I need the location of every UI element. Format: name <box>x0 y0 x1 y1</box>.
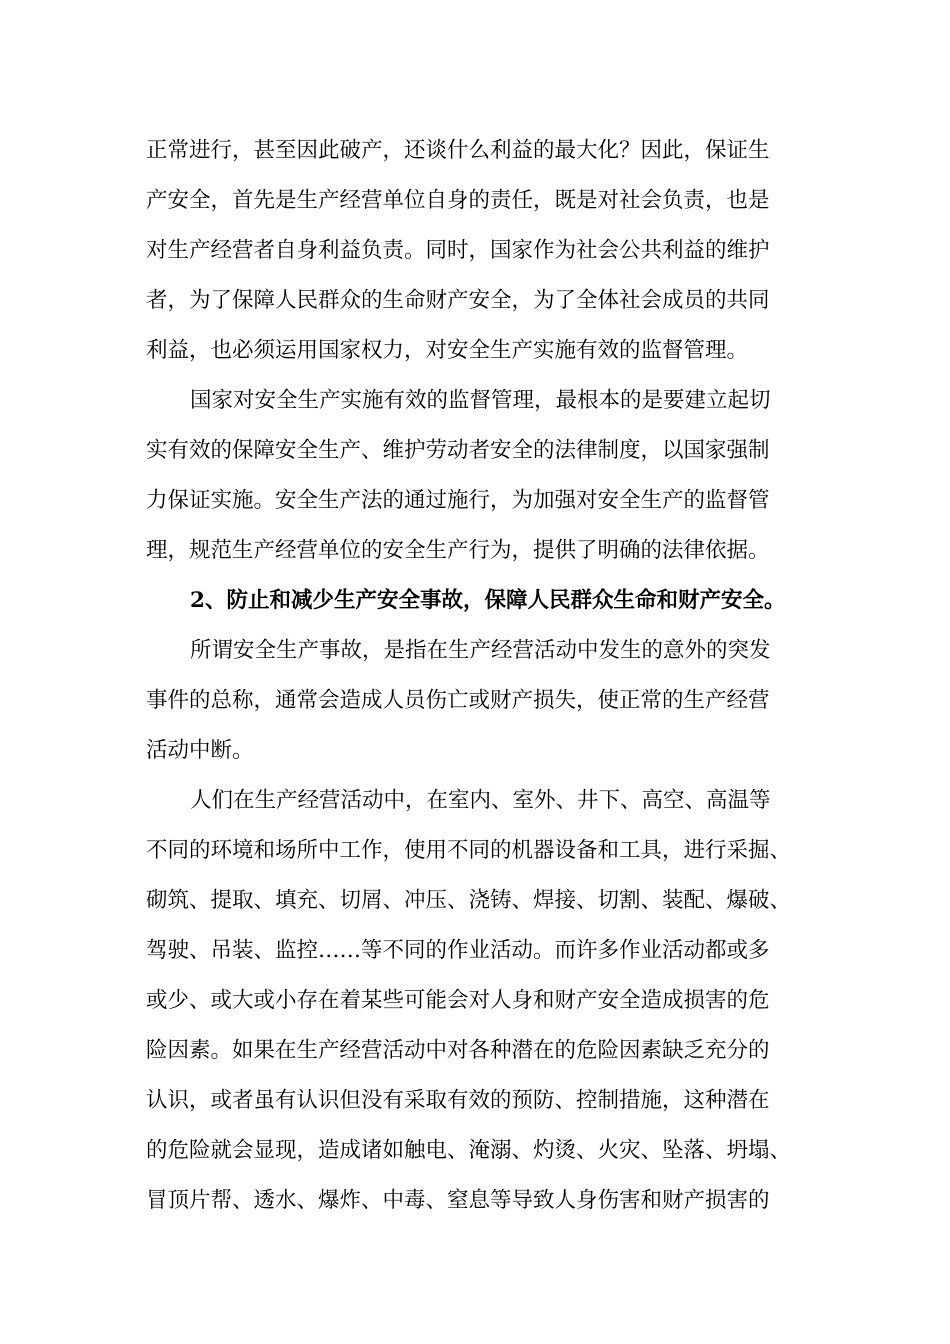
text-line: 产安全，首先是生产经营单位自身的责任，既是对社会负责，也是 <box>146 188 770 213</box>
text-line: 利益，也必须运用国家权力，对安全生产实施有效的监督管理。 <box>146 338 749 363</box>
text-line: 事件的总称，通常会造成人员伤亡或财产损失，使正常的生产经营 <box>146 688 770 713</box>
text-line: 正常进行，甚至因此破产，还谈什么利益的最大化？因此，保证生 <box>146 138 770 163</box>
text-line: 险因素。如果在生产经营活动中对各种潜在的危险因素缺乏充分的 <box>146 1038 770 1063</box>
paragraph-first-line: 所谓安全生产事故，是指在生产经营活动中发生的意外的突发 <box>190 638 771 663</box>
section-heading: 2、防止和减少生产安全事故，保障人民群众生命和财产安全。 <box>190 588 786 613</box>
text-line: 对生产经营者自身利益负责。同时，国家作为社会公共利益的维护 <box>146 238 770 263</box>
text-line: 不同的环境和场所中工作，使用不同的机器设备和工具，进行采掘、 <box>146 838 792 863</box>
text-line: 力保证实施。安全生产法的通过施行，为加强对安全生产的监督管 <box>146 488 770 513</box>
paragraph-first-line: 人们在生产经营活动中，在室内、室外、井下、高空、高温等 <box>190 788 771 813</box>
text-line: 冒顶片帮、透水、爆炸、中毒、窒息等导致人身伤害和财产损害的 <box>146 1188 770 1213</box>
text-line: 认识，或者虽有认识但没有采取有效的预防、控制措施，这种潜在 <box>146 1088 770 1113</box>
text-line: 活动中断。 <box>146 738 254 763</box>
text-line: 实有效的保障安全生产、维护劳动者安全的法律制度，以国家强制 <box>146 438 770 463</box>
text-line: 者，为了保障人民群众的生命财产安全，为了全体社会成员的共同 <box>146 288 770 313</box>
text-line: 的危险就会显现，造成诸如触电、淹溺、灼烫、火灾、坠落、坍塌、 <box>146 1138 792 1163</box>
text-line: 理，规范生产经营单位的安全生产行为，提供了明确的法律依据。 <box>146 538 770 563</box>
text-line: 驾驶、吊装、监控……等不同的作业活动。而许多作业活动都或多 <box>146 938 770 963</box>
text-line: 或少、或大或小存在着某些可能会对人身和财产安全造成损害的危 <box>146 988 770 1013</box>
text-line: 砌筑、提取、填充、切屑、冲压、浇铸、焊接、切割、装配、爆破、 <box>146 888 792 913</box>
paragraph-first-line: 国家对安全生产实施有效的监督管理，最根本的是要建立起切 <box>190 388 771 413</box>
